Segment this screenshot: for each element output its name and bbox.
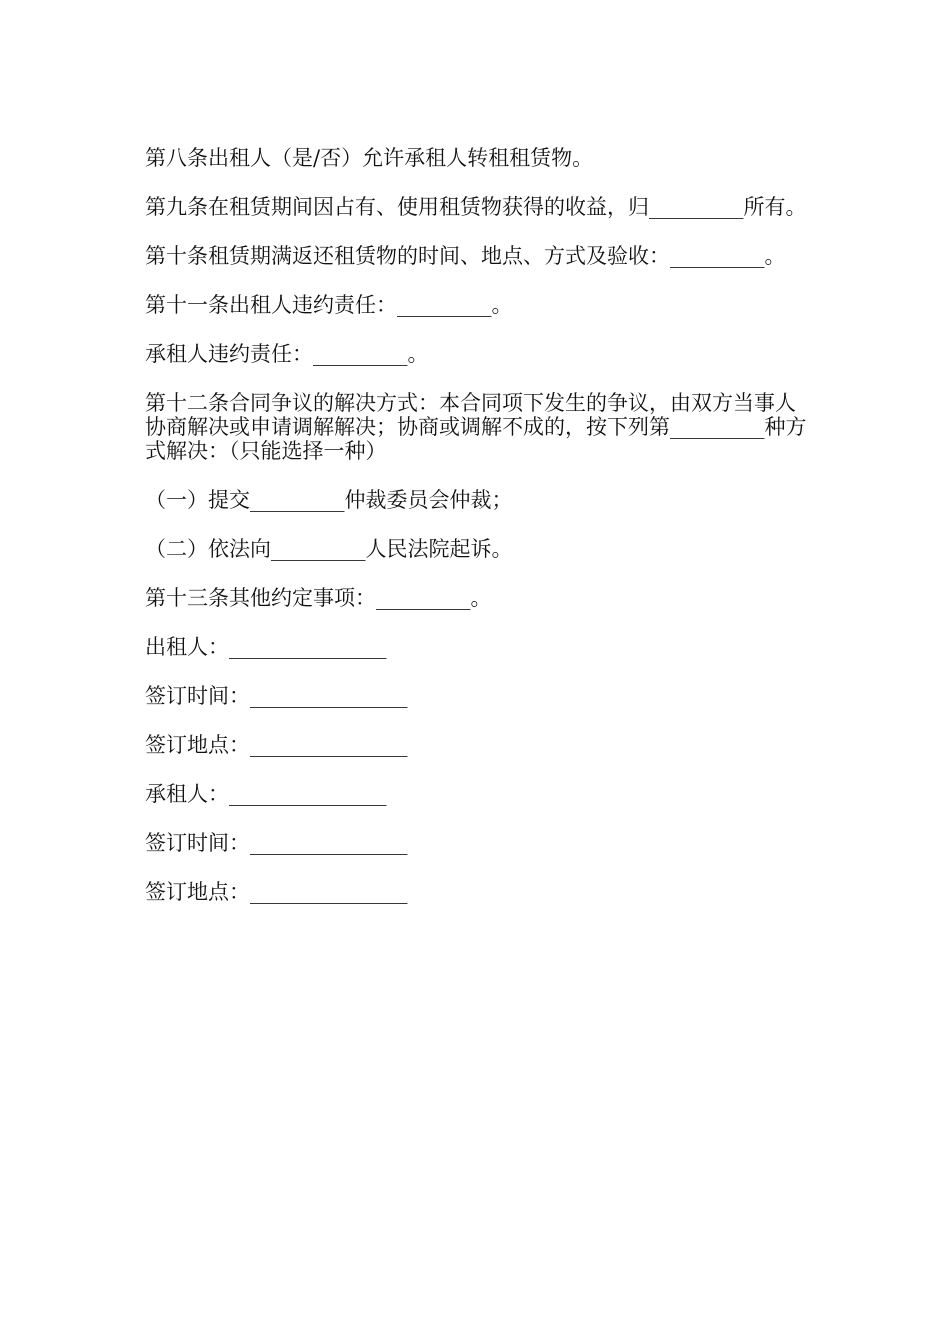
- clause-13: 第十三条其他约定事项：_________。: [145, 586, 492, 610]
- lessor-signature-line: 出租人：_______________: [145, 635, 387, 659]
- clause-11-lessee-liability: 承租人违约责任：_________。: [145, 342, 429, 366]
- clause-12: 第十二条合同争议的解决方式：本合同项下发生的争议，由双方当事人协商解决或申请调解解决；协商或调解不成的，按下列第_________种方式解决：（只能选择一种）: [145, 391, 807, 463]
- lessor-sign-place-line: 签订地点：_______________: [145, 733, 408, 757]
- clause-11-lessor-liability: 第十一条出租人违约责任：_________。: [145, 293, 513, 317]
- lessor-sign-time-line: 签订时间：_______________: [145, 684, 408, 708]
- clause-12-option-1: （一）提交_________仲裁委员会仲裁；: [145, 488, 513, 512]
- clause-10: 第十条租赁期满返还租赁物的时间、地点、方式及验收：_________。: [145, 244, 786, 268]
- lessee-sign-place-line: 签订地点：_______________: [145, 880, 408, 904]
- lessee-sign-time-line: 签订时间：_______________: [145, 831, 408, 855]
- clause-9: 第九条在租赁期间因占有、使用租赁物获得的收益，归_________所有。: [145, 195, 807, 219]
- lessee-signature-line: 承租人：_______________: [145, 782, 387, 806]
- clause-8: 第八条出租人（是/否）允许承租人转租租赁物。: [145, 146, 594, 170]
- contract-body: [145, 146, 815, 929]
- clause-12-option-2: （二）依法向_________人民法院起诉。: [145, 537, 513, 561]
